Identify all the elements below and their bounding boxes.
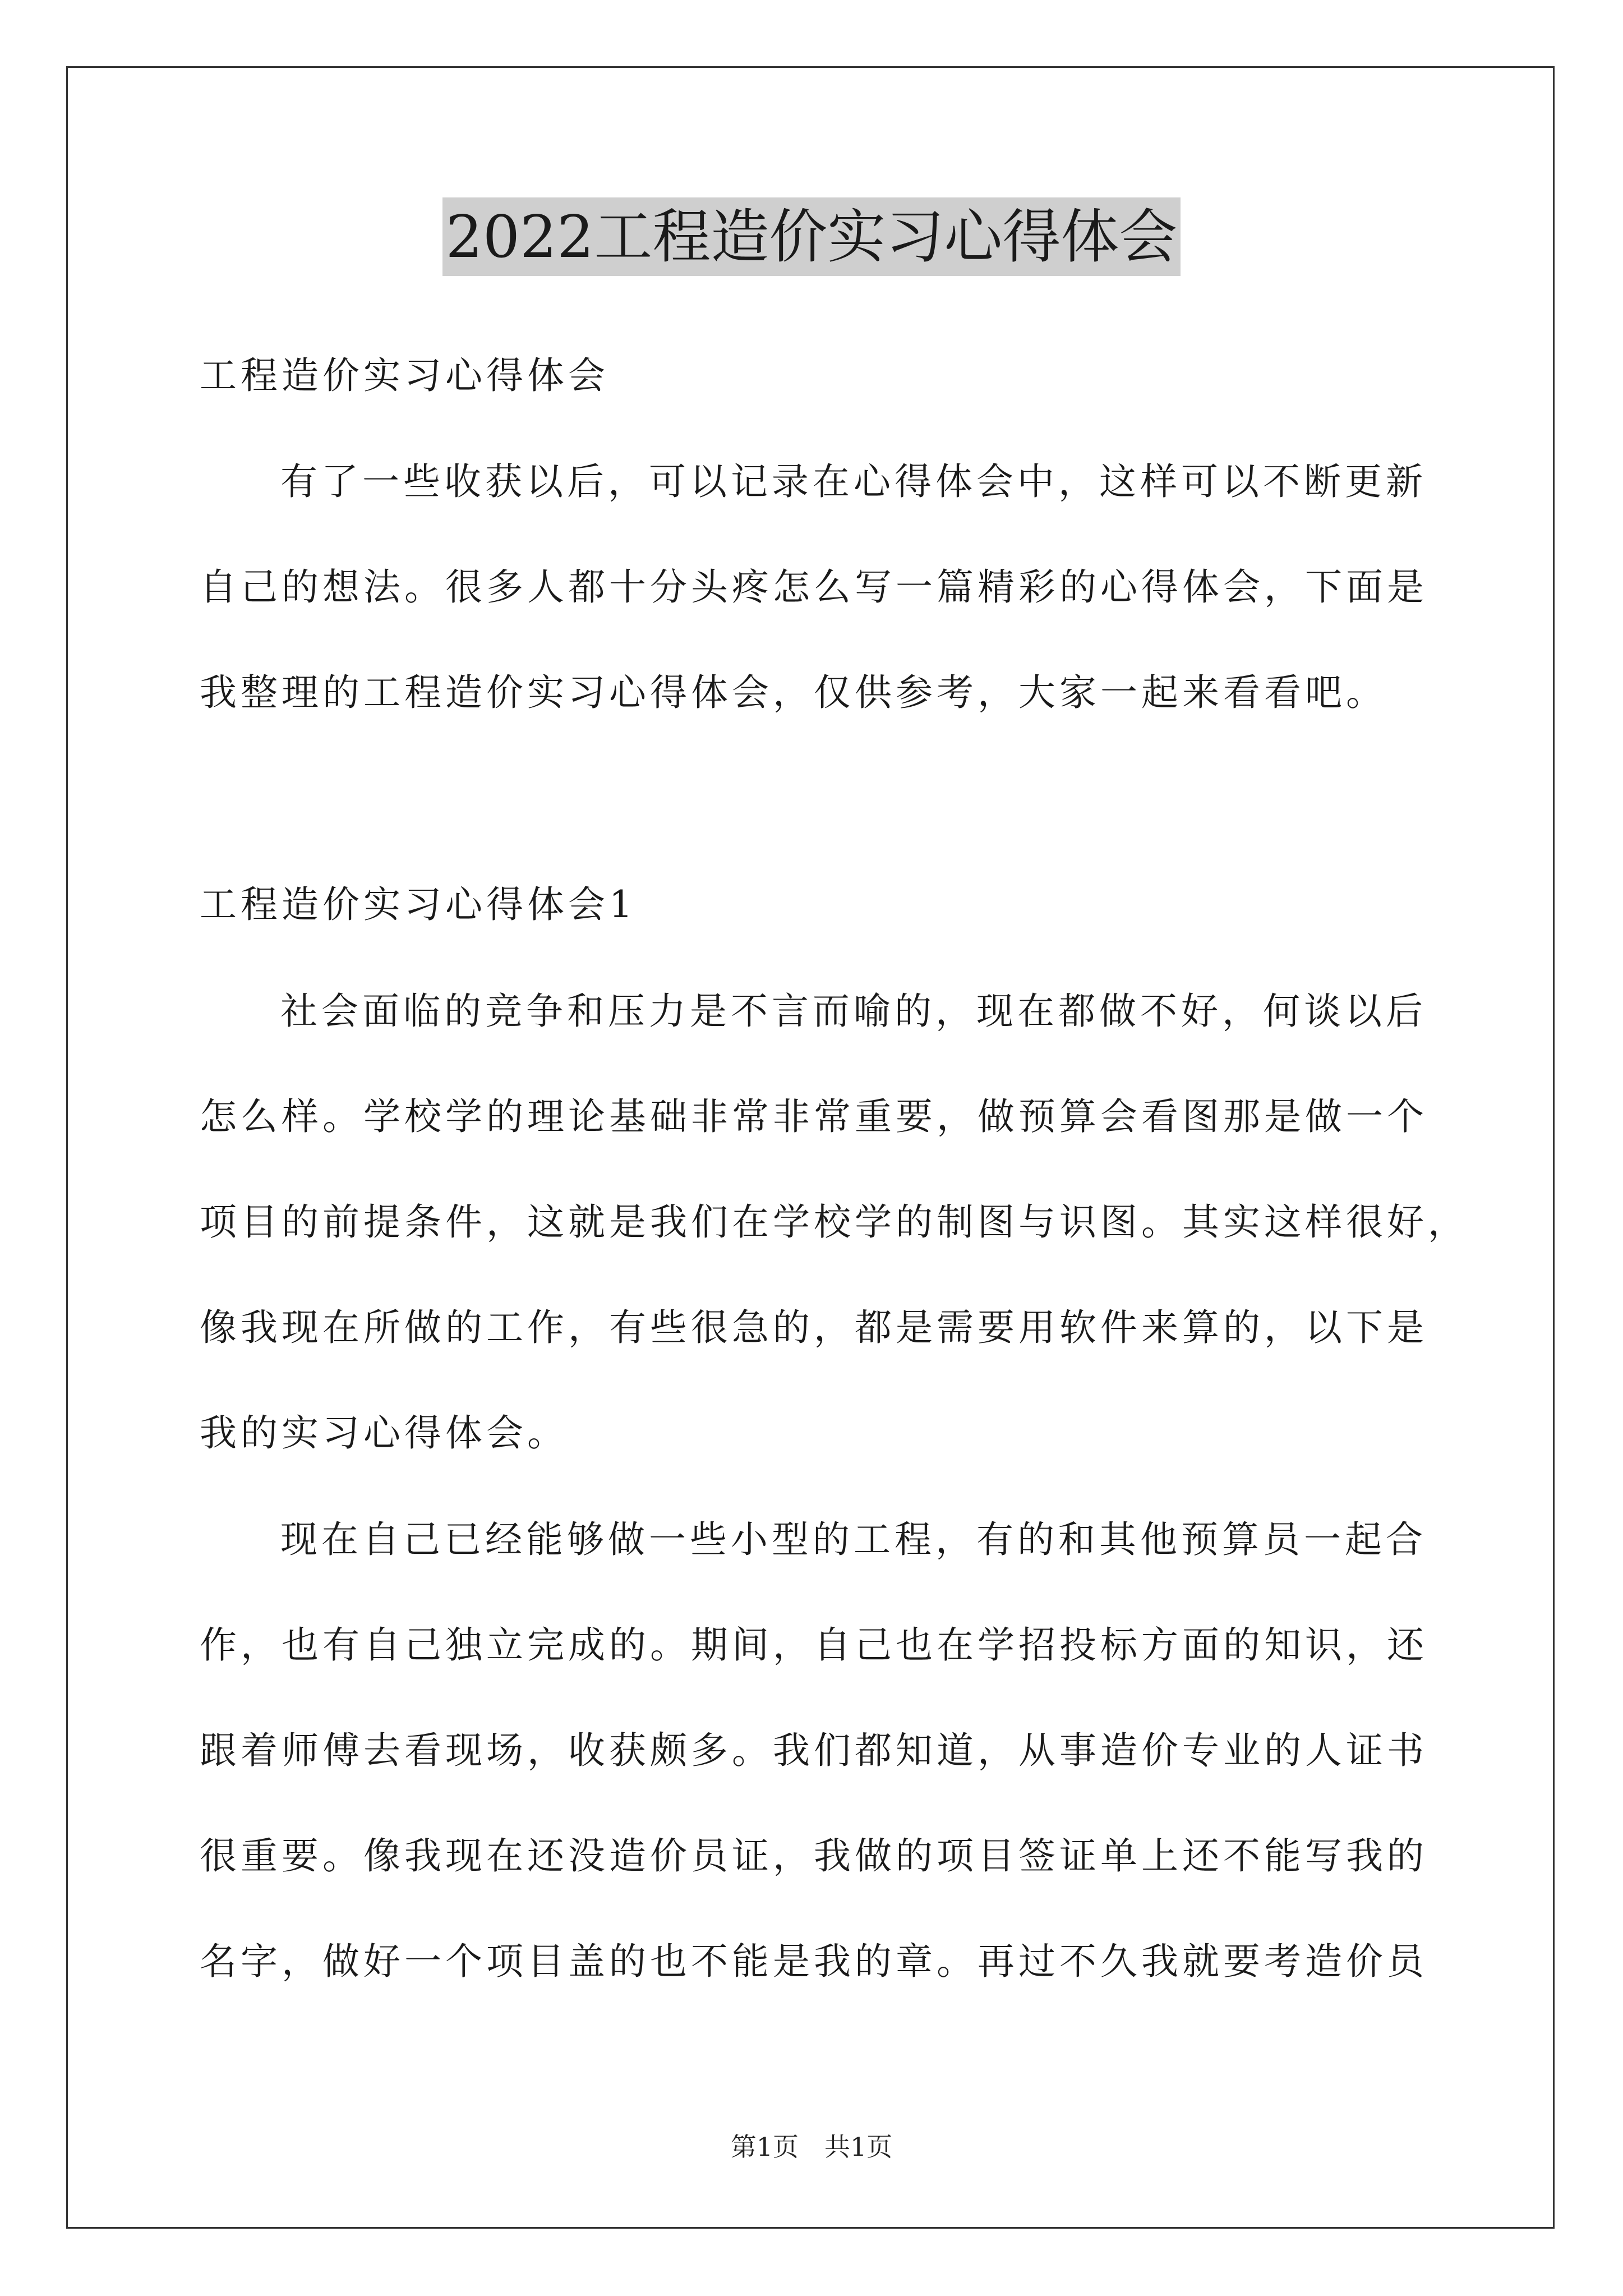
paragraph2-line-5: 名字，做好一个项目盖的也不能是我的章。再过不久我就要考造价员 — [200, 1940, 1428, 1983]
intro-line-1: 有了一些收获以后，可以记录在心得体会中，这样可以不断更新 — [280, 460, 1427, 503]
paragraph1-line-3: 项目的前提条件，这就是我们在学校学的制图与识图。其实这样很好， — [200, 1200, 1469, 1244]
paragraph1-line-5: 我的实习心得体会。 — [200, 1411, 568, 1455]
document-title-wrapper — [0, 197, 1623, 276]
subtitle: 工程造价实习心得体会 — [200, 354, 609, 397]
paragraph1-line-1: 社会面临的竞争和压力是不言而喻的，现在都做不好，何谈以后 — [280, 990, 1427, 1033]
paragraph1-line-4: 像我现在所做的工作，有些很急的，都是需要用软件来算的，以下是 — [200, 1306, 1428, 1349]
paragraph2-line-3: 跟着师傅去看现场，收获颇多。我们都知道，从事造价专业的人证书 — [200, 1729, 1428, 1772]
intro-line-2: 自己的想法。很多人都十分头疼怎么写一篇精彩的心得体会，下面是 — [200, 565, 1428, 609]
paragraph1-line-2: 怎么样。学校学的理论基础非常非常重要，做预算会看图那是做一个 — [200, 1095, 1428, 1138]
intro-line-3: 我整理的工程造价实习心得体会，仅供参考，大家一起来看看吧。 — [200, 671, 1387, 714]
paragraph2-line-1: 现在自己已经能够做一些小型的工程，有的和其他预算员一起合 — [280, 1518, 1427, 1561]
section-heading: 工程造价实习心得体会1 — [200, 883, 637, 926]
document-title: 2022工程造价实习心得体会 — [442, 197, 1181, 276]
page-footer: 第1页 共1页 — [730, 2132, 893, 2162]
paragraph2-line-2: 作，也有自己独立完成的。期间，自己也在学招投标方面的知识，还 — [200, 1623, 1428, 1667]
paragraph2-line-4: 很重要。像我现在还没造价员证，我做的项目签证单上还不能写我的 — [200, 1834, 1428, 1878]
